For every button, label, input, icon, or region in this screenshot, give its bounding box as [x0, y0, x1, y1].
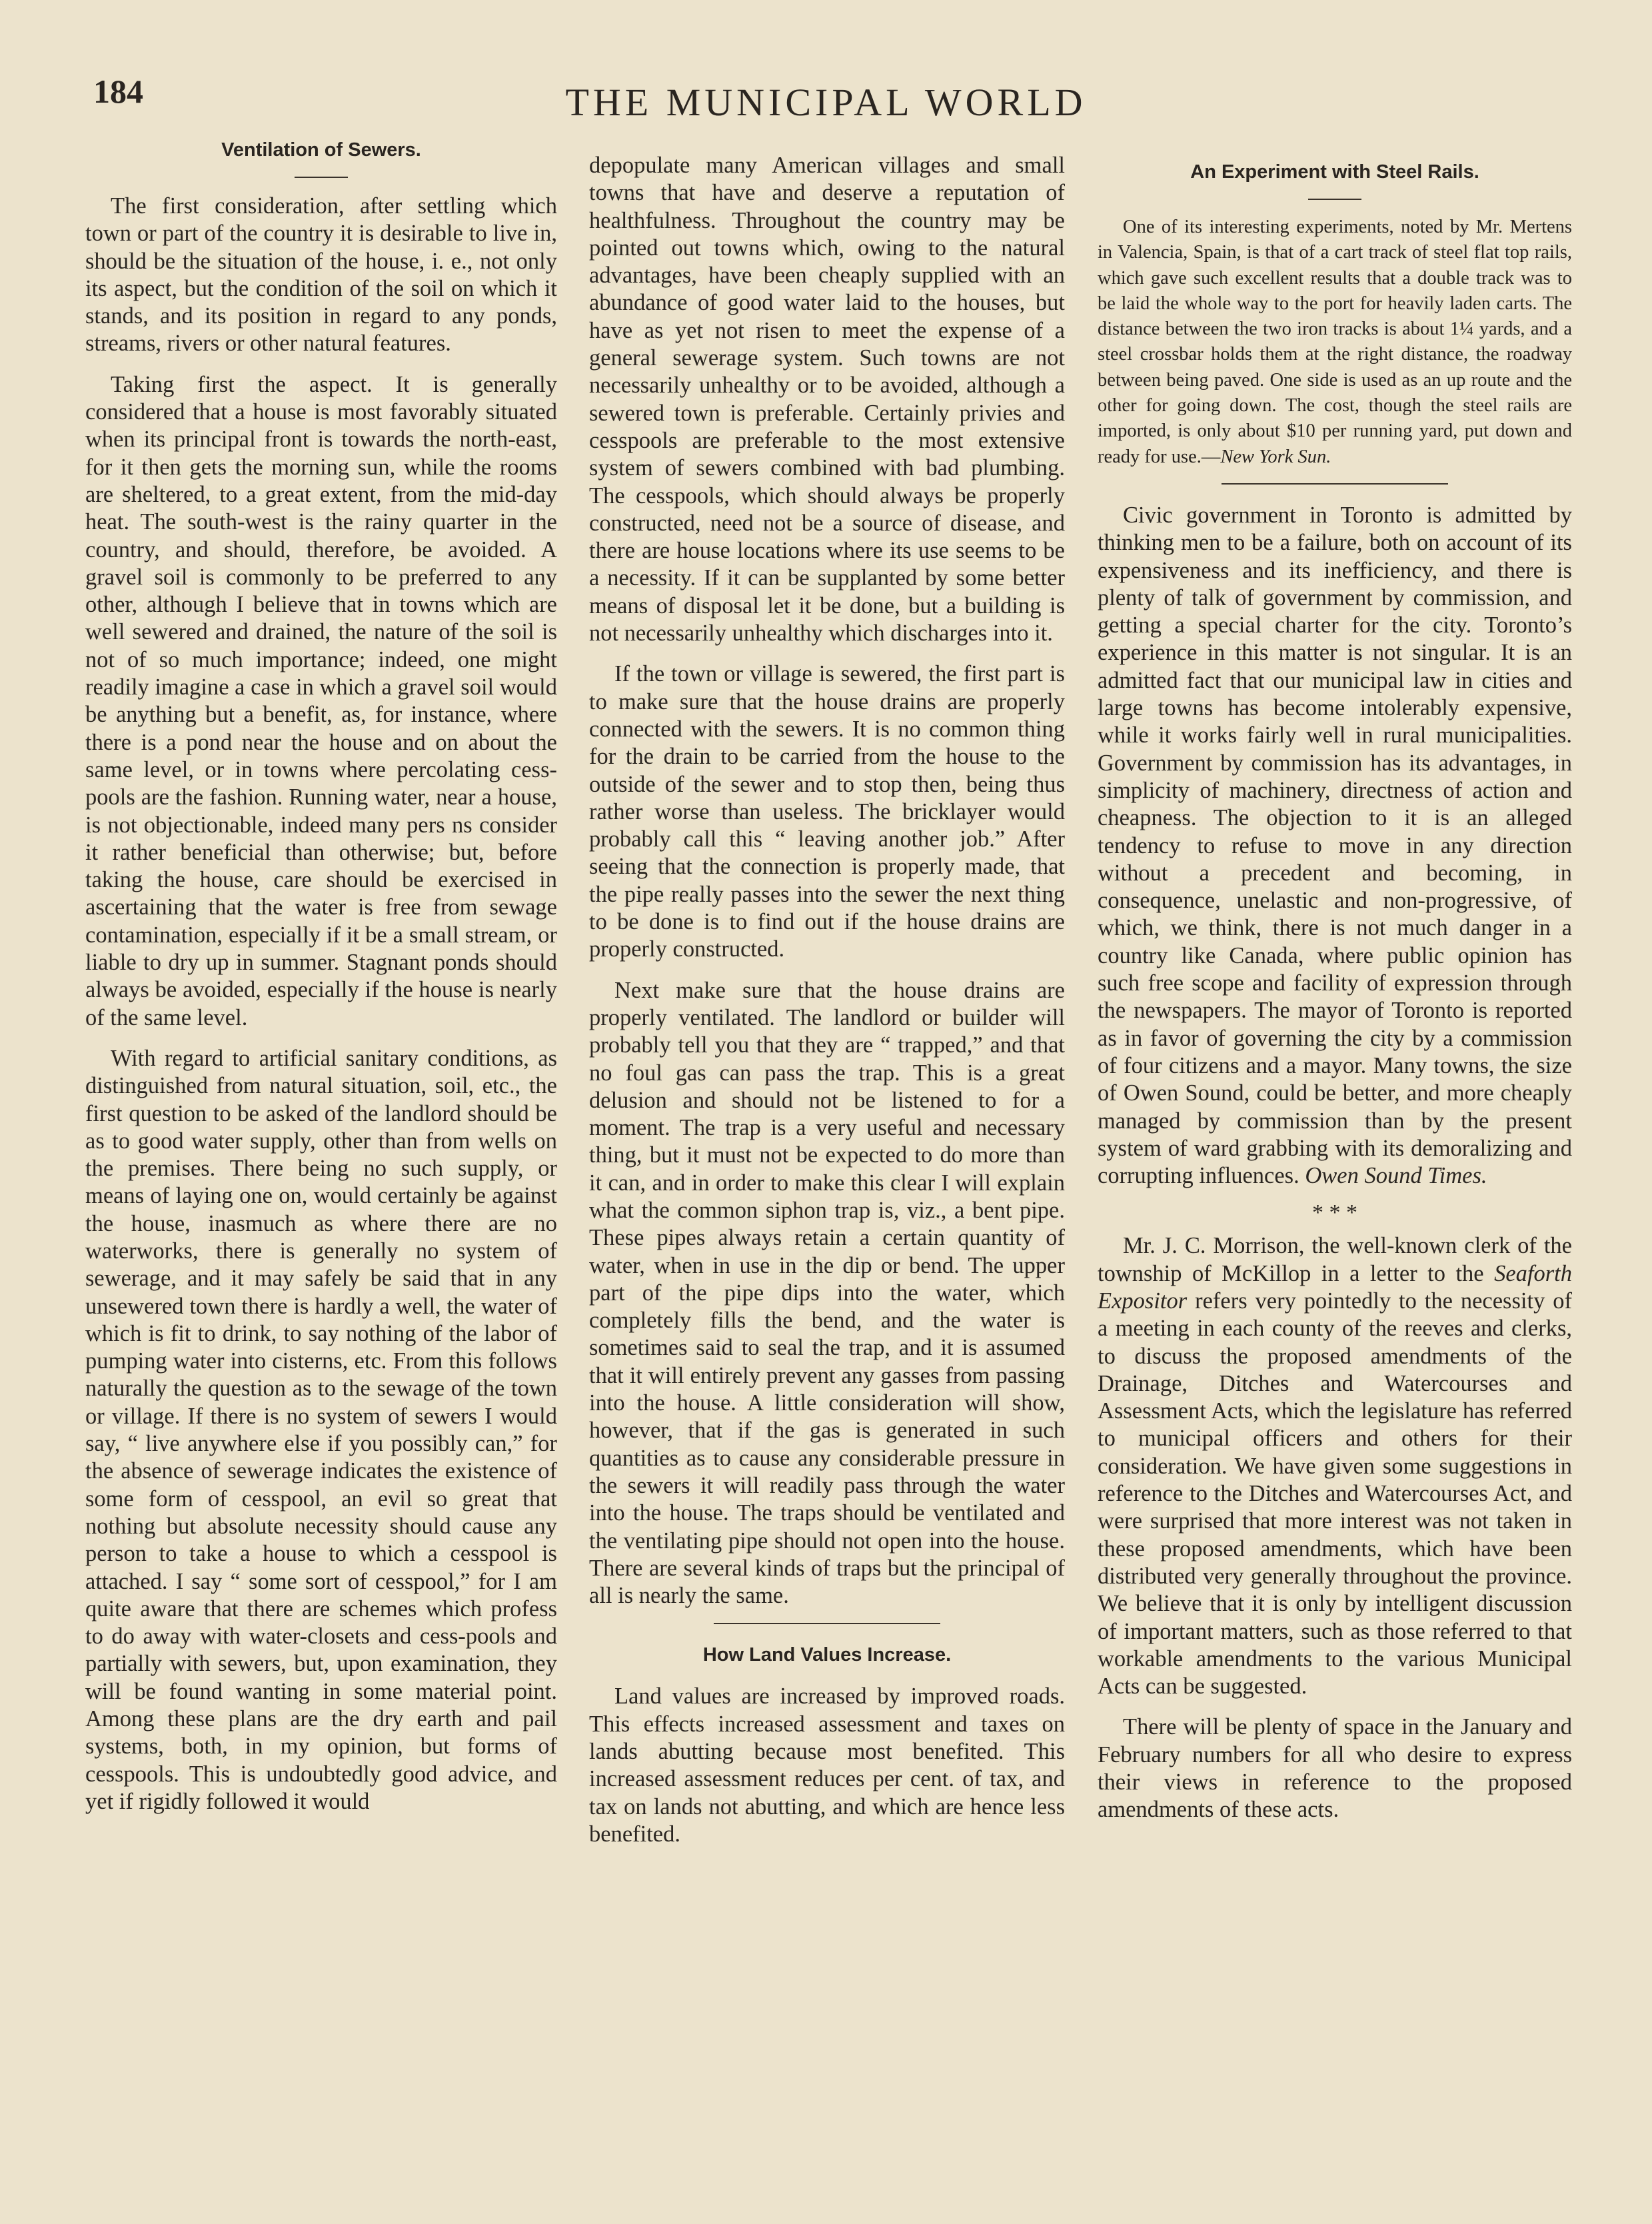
- heading-rule: [1308, 199, 1361, 200]
- paragraph-small: [1098, 215, 1572, 470]
- page-number: 184: [93, 73, 143, 110]
- article-heading-land-values: How Land Values Increase.: [702, 1644, 952, 1666]
- paragraph: With regard to artificial sanitary conditions, as distinguished from natural situation, soil, etc., the first question to be asked of the landlord should be as to good water supply, other than from wells on the premises. There being no such supply, or means of laying one on, would certainly be against the house, inasmuch as where there are no waterworks, there is generally no system of sewerage, and it may safely be said that in any unsewered town there is hardly a well, the water of which is fit to drink, to say nothing of the labor of pumping water into cisterns, etc. From this follows naturally the question as to the sewage of the town or village. If there is no system of sewers I would say, “ live anywhere else if you possibly can,” for the absence of sewerage indicates the existence of some form of cesspool, an evil so great that nothing but absolute necessity should cause any person to take a house to which a cesspool is attached. I say “ some sort of cesspool,” for I am quite aware that there are schemes which profess to do away with water-closets and cess-pools and partially with sewers, but, upon examination, they will be found wanting in some material point. Among these plans are the dry earth and pail systems, both, in my opinion, but forms of cesspools. This is undoubtedly good advice, and yet if rigidly followed it would: [85, 1045, 557, 1814]
- paragraph-text: refers very pointedly to the necessity of a meeting in each county of the reeves and clerks, to discuss the proposed amendments of the Drainage, Ditches and Watercourses and Assessment Acts, which the legislature has referred to municipal officers and others for their consideration. We have given some suggestions in reference to the Ditches and Watercourses Act, and were surprised that more interest was not taken in these proposed amendments, which have been distributed very generally throughout the province. We believe that it is only by intelligent discussion of important matters, such as those referred to that workable amendments to the various Municipal Acts can be suggested.: [1098, 1288, 1572, 1699]
- section-stars: * * *: [1312, 1200, 1357, 1226]
- column-3: [1098, 159, 1572, 1837]
- section-rule: [1222, 483, 1448, 485]
- paragraph: There will be plenty of space in the January and February numbers for all who desire to express their views in reference to the proposed amendments of these acts.: [1098, 1714, 1572, 1823]
- newspaper-name: Seaforth Expositor: [1098, 1260, 1572, 1314]
- paragraph: Taking first the aspect. It is generally considered that a house is most favorably situated when its principal front is towards the north-east, for it then gets the morning sun, while the rooms are sheltered, to a great extent, from the mid-day heat. The south-west is the rainy quarter in the country, and should, therefore, be avoided. A gravel soil is commonly to be preferred to any other, although I believe that in towns which are well sewered and drained, the nature of the soil is not of so much importance; indeed, one might readily imagine a case in which a gravel soil would be anything but a benefit, as, for instance, where there is a pond near the house and on about the same level, or in towns where percolating cess-pools are the fashion. Running water, near a house, is not objectionable, indeed many pers ns consider it rather beneficial than otherwise; but, before taking the house, care should be exercised in ascertaining that the water is free from sewage contamination, especially if it be a small stream, or liable to dry up in summer. Stagnant ponds should always be avoided, especially if the house is nearly of the same level.: [85, 371, 557, 1030]
- column-1: [85, 137, 557, 1829]
- paragraph-text: Mr. J. C. Morrison, the well-known clerk of the township of McKillop in a letter to the: [1098, 1233, 1572, 1286]
- source-credit: New York Sun.: [1220, 446, 1331, 467]
- paragraph: Land values are increased by improved roads. This effects increased assessment and taxes on lands abutting because most benefited. This increased assessment reduces per cent. of tax, and tax on lands not abutting, and which are hence less benefited.: [589, 1683, 1065, 1847]
- paragraph: depopulate many American villages and small towns that have and deserve a reputation of healthfulness. Throughout the country may be pointed out towns which, owing to the natural advantages, have been cheaply supplied with an abundance of good water laid to the houses, but have as yet not risen to meet the expense of a general sewerage system. Such towns are not necessarily unhealthy or to be avoided, although a sewered town is preferable. Certainly privies and cesspools are preferable to the most extensive system of sewers combined with bad plumbing. The cesspools, which should always be properly constructed, need not be a source of disease, and there are house locations where its use seems to be a necessity. If it can be supplanted by some better means of disposal let it be done, but a building is not necessarily unhealthy which discharges into it.: [589, 153, 1065, 646]
- paragraph: Next make sure that the house drains are properly ventilated. The landlord or builder will probably tell you that they are “ trapped,” and that no foul gas can pass the trap. This is a great delusion and should not be listened to for a moment. The trap is a very useful and necessary thing, but it must not be expected to do more than it can, and in order to make this clear I will explain what the common siphon trap is, viz., a bent pipe. These pipes always retain a certain quantity of water, when in use in the dip or bend. The upper part of the pipe dips into the water, which completely fills the bend, and the water is sometimes said to seal the trap, and it is assumed that it will entirely prevent any gasses from passing into the house. A little consideration will show, however, that if the gas is generated in such quantities as to cause any considerable pressure in the sewers it will readily pass through the water into the house. The traps should be ventilated and the ventilating pipe should not open into the house. There are several kinds of traps but the principal of all is nearly the same.: [589, 977, 1065, 1609]
- heading-rule: [295, 177, 348, 178]
- paragraph: [1098, 1232, 1572, 1700]
- column-2: [589, 152, 1065, 1861]
- paragraph: The first consideration, after settling which town or part of the country it is desirable to live in, should be the situation of the house, i. e., not only its aspect, but the condition of the soil on which it stands, and its position in regard to any ponds, streams, rivers or other natural features.: [85, 193, 557, 357]
- article-heading-steel-rails: An Experiment with Steel Rails.: [1190, 161, 1479, 183]
- paragraph: [1098, 502, 1572, 1190]
- paragraph-text: Civic government in Toronto is admitted by thinking men to be a failure, both on account of its expensiveness and its inefficiency, and there is plenty of talk of government by commission, and getting a special charter for the city. Toronto’s experience in this matter is not singular. It is an admitted fact that our municipal law in cities and large towns has become intolerably expensive, while it works fairly well in rural municipalities. Government by commission has its advantages, in simplicity of machinery, directness of action and cheapness. The objection to it is an alleged tendency to refuse to move in any direction without a precedent and becoming, in consequence, unelastic and non-progressive, of which, we think, there is not much danger in a country like Canada, where public opinion has such free scope and facility of expression through the newspapers. The mayor of Toronto is reported as in favor of governing the city by a commission of four citizens and a mayor. Many towns, the size of Owen Sound, could be better, and more cheaply managed by commission than by the present system of ward grabbing with its demoralizing and corrupting influences.: [1098, 502, 1572, 1189]
- source-credit: Owen Sound Times.: [1305, 1163, 1487, 1189]
- paragraph-text: One of its interesting experiments, noted by Mr. Mertens in Valencia, Spain, is that of a cart track of steel flat top rails, which gave such excellent results that a double track was to be laid the whole way to the port for heavily laden carts. The distance between the two iron tracks is about 1¼ yards, and a steel crossbar holds them at the right distance, the roadway between being paved. One side is used as an up route and the other for going down. The cost, though the steel rails are imported, is only about $10 per running yard, put down and ready for use.—: [1098, 217, 1572, 467]
- masthead-title: THE MUNICIPAL WORLD: [565, 81, 1087, 124]
- article-heading-ventilation: Ventilation of Sewers.: [221, 139, 421, 161]
- paragraph: If the town or village is sewered, the first part is to make sure that the house drains are properly connected with the sewers. It is no common thing for the drain to be carried from the house to the outside of the sewer and to stop then, being thus rather worse than useless. The bricklayer would probably call this “ leaving another job.” After seeing that the connection is properly made, that the pipe really passes into the sewer the next thing to be done is to find out if the house drains are properly constructed.: [589, 661, 1065, 962]
- section-rule: [714, 1623, 940, 1624]
